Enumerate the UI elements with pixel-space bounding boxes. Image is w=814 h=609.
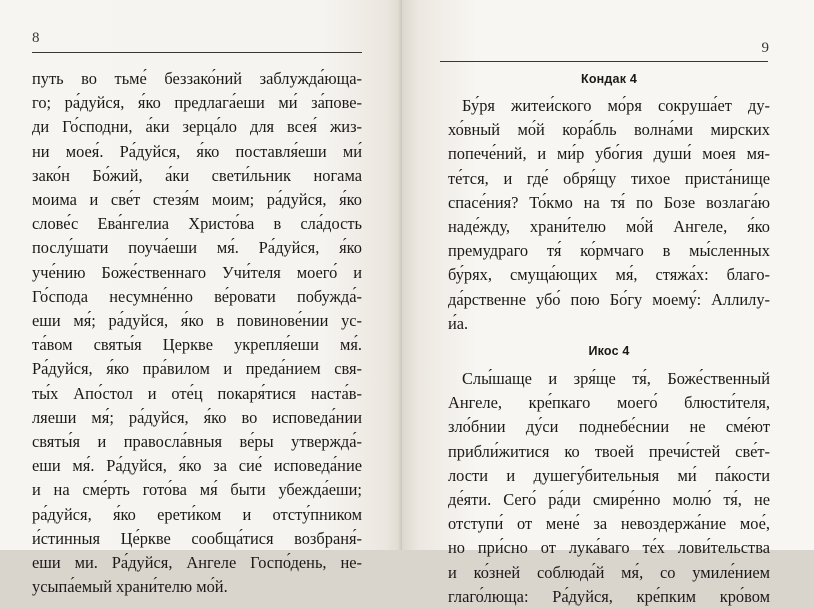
text-line: уче́нию Боже́ственнаго Учи́теля моего́ и: [32, 262, 362, 282]
text-line: те́тся, и где́ обря́щу тихое приста́нище: [448, 168, 770, 188]
kondak-heading: Кондак 4: [581, 72, 637, 86]
text-line: Бу́ря житеи́ского мо́ря сокруша́ет ду-: [462, 96, 770, 115]
text-line: наде́жду, храни́телю мо́й Ангеле, я́ко: [448, 217, 770, 237]
text-line: Слы́шаще и зря́ще тя́, Боже́ственный: [462, 369, 770, 389]
text-line: ты́х Апо́стол и оте́ц покаря́тися наста́в-: [32, 383, 362, 403]
text-line: зако́н Бо́жий, а́ки свети́льник ногама: [32, 165, 362, 185]
header-rule-left: [32, 52, 362, 53]
page-number-left: 8: [32, 30, 40, 46]
text-line: еши мя́. Ра́дуйся, я́ко за сие́ исповеда́ние: [32, 456, 362, 476]
text-line: еши ми. Ра́дуйся, Ангеле Госпо́день, не-: [32, 553, 362, 573]
text-line: послу́шати поуча́еши мя́. Ра́дуйся, я́ко: [32, 238, 362, 258]
text-line: отступи́ от мене́ за невоздержа́ние мое́,: [448, 514, 770, 534]
text-line: ляеши мя́; ра́дуйся, я́ко во исповеда́нии: [32, 407, 362, 427]
text-line: да́рственне убо́ пою Бо́гу моему́: Аллилу-: [448, 289, 770, 309]
text-line: путь во тьме́ беззако́ний заблужда́юща-: [32, 69, 362, 88]
text-line: и́стинныя Це́ркве сообща́тися возбраня́-: [32, 528, 362, 548]
left-page: [0, 0, 402, 597]
text-line: го; ра́дуйся, я́ко предлага́еши ми́ за́пове-: [32, 93, 362, 113]
text-line: лости и душегу́бительныя ми́ па́кости: [448, 465, 770, 485]
text-line: ни моея́. Ра́дуйся, я́ко поставля́еши ми́: [32, 141, 362, 161]
text-line: и ко́зней соблюда́й мя́, со умиле́нием: [448, 562, 770, 582]
text-line: ра́дуйся, я́ко ерети́ком и отсту́пником: [32, 504, 362, 524]
text-line: премудраго тя́ ко́рмчаго в мы́сленных: [448, 241, 770, 261]
text-line: усыпа́емый храни́телю мо́й.: [32, 577, 228, 597]
text-line: спасе́ния? То́кмо на тя́ по Бозе возлага́ю: [448, 192, 770, 212]
text-line: попече́ний, и ми́р убо́гия души́ моея мя-: [448, 144, 770, 164]
left-page-text: [32, 67, 362, 599]
text-line: де́яти. Сего́ ра́ди смире́нно молю́ тя́, не: [448, 490, 770, 510]
page-number-right: 9: [761, 40, 769, 56]
text-line: глаго́люща: Ра́дуйся, кре́пким кро́вом: [448, 586, 770, 606]
ikos-heading: Икос 4: [588, 344, 630, 359]
text-line: хо́вный мо́й кора́бль волна́ми мирских: [448, 120, 770, 140]
text-line: ди Го́сподни, а́ки зерца́ло для всея́ жиз-: [32, 117, 362, 137]
text-line: Ангеле, кре́пкаго моего́ блюсти́теля,: [448, 393, 770, 413]
text-line: Го́спода несумне́нно ве́ровати побужда́-: [32, 286, 362, 306]
text-line: но при́сно от лука́ваго те́х лови́тельства: [448, 538, 770, 558]
right-page: [402, 0, 814, 606]
right-page-text: [448, 67, 770, 609]
text-line: моима и све́т стезя́м моим; ра́дуйся, я́ко: [32, 190, 362, 210]
text-line: зло́бнии ду́си поднебе́снии не сме́ют: [448, 417, 770, 437]
text-line: еши мя́; ра́дуйся, я́ко в повинове́нии ус-: [32, 311, 362, 331]
text-line: и на сме́рть гото́ва мя́ быти убежда́еши;: [32, 480, 362, 500]
text-line: Ра́дуйся, я́ко пра́вилом и преда́нием свя-: [32, 359, 362, 379]
text-line: святы́я и правосла́вныя ве́ры утвержда́-: [32, 432, 362, 452]
text-line: та́вом святы́я Церкве укрепля́еши мя́.: [32, 335, 362, 355]
text-line: и́а.: [448, 313, 469, 333]
text-line: бу́рях, смуща́ющих мя́, стяжа́х: благо-: [448, 265, 770, 285]
text-line: слове́с Ева́нгелиа Христо́ва в сла́дость: [32, 214, 362, 234]
header-rule-right: [440, 61, 768, 62]
text-line: прибли́житися ко твоей пречи́стей све́т-: [448, 441, 770, 461]
